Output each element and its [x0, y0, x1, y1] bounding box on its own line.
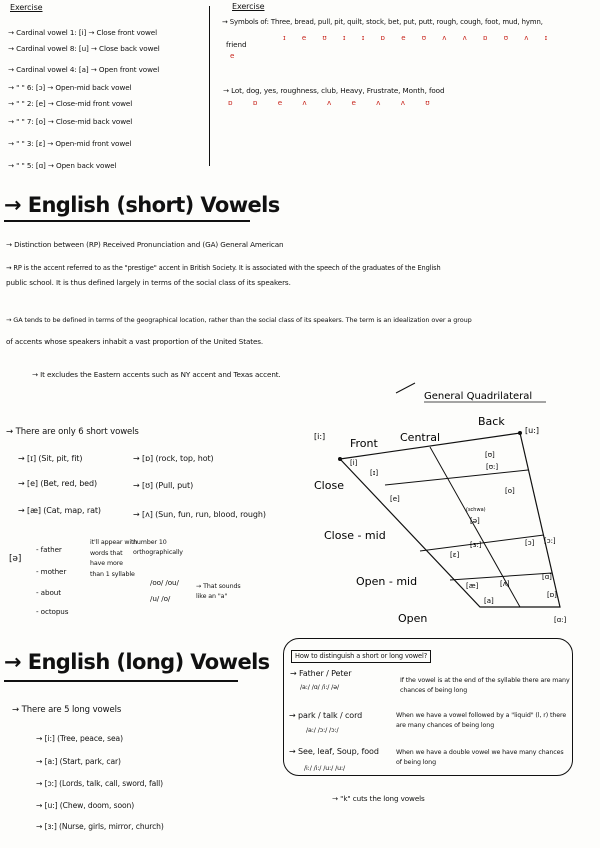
short-vowel-6: → [ʌ] (Sun, fun, run, blood, rough): [133, 510, 266, 519]
sounds-note: → That sounds like an "a": [196, 583, 241, 601]
quad-u-long: [u:]: [525, 426, 540, 435]
quad-e: [e]: [390, 495, 400, 503]
vowel-quadrilateral: [300, 375, 600, 635]
rp-description-2: public school. It is thus defined largely in terms of the social class of its speakers.: [6, 278, 291, 287]
exercise-left-row: → Cardinal vowel 1: [i] → Close front vowel: [8, 28, 157, 37]
box-row2-ipa: /a:/ /ɔ:/ /ɔ:/: [306, 727, 339, 734]
short-heading-underline: [4, 220, 250, 222]
exercise-right-line2-ipa: e: [230, 51, 235, 60]
quad-central: Central: [400, 431, 441, 444]
schwa-word-1: - father: [36, 545, 62, 554]
schwa-note: it'll appear with words that have more than 1 syllable: [90, 539, 138, 579]
quad-o: [o]: [505, 487, 515, 495]
box-row3-ipa: /i:/ /i:/ /u:/ /u:/: [304, 765, 346, 772]
rp-ga-distinction: → Distinction between (RP) Received Pronunciation and (GA) General American: [6, 240, 284, 249]
short-vowel-2: → [e] (Bet, red, bed): [18, 479, 98, 488]
quad-back: Back: [478, 415, 505, 428]
long-vowel-1: → [i:] (Tree, peace, sea): [36, 734, 123, 743]
exercise-left-row: → " " 5: [ɑ] → Open back vowel: [8, 161, 117, 170]
box-row1-note: If the vowel is at the end of the syllable there are many chances of being long: [400, 677, 570, 695]
rp-description-1: → RP is the accent referred to as the "prestige" accent in British Society. It is associated with the speech of the graduates of the English: [6, 264, 441, 272]
box-row2-note: When we have a vowel followed by a "liquid" (l, r) there are many chances of being long: [396, 712, 567, 730]
k-note: → "k" cuts the long vowels: [332, 794, 425, 803]
short-vowel-3: → [æ] (Cat, map, rat): [18, 506, 101, 515]
number-note: number 10 orthographically: [133, 539, 183, 557]
exercise-left-row: → " " 6: [ɔ] → Open-mid back vowel: [8, 83, 132, 92]
short-vowels-heading: → English (short) Vowels: [4, 193, 280, 217]
quad-a: [a]: [484, 597, 494, 605]
quad-o-long: [ɔ:]: [544, 537, 556, 545]
exercise-right-title: Exercise: [232, 2, 265, 11]
exercise-left-row: → " " 3: [ɛ] → Open-mid front vowel: [8, 139, 132, 148]
long-vowel-5: → [ɜ:] (Nurse, girls, mirror, church): [36, 822, 164, 831]
short-vowel-4: → [ɒ] (rock, top, hot): [133, 454, 214, 463]
quad-er: [ɜ:]: [470, 541, 482, 549]
quad-close: Close: [314, 479, 344, 492]
exercise-left-row: → Cardinal vowel 4: [a] → Open front vowel: [8, 65, 160, 74]
ga-description-1: → GA tends to be defined in terms of the geographical location, rather than the social class of its speakers. The term is an idealization over a group: [6, 316, 472, 324]
quad-eps: [ɛ]: [450, 551, 460, 559]
ga-exclusion-note: → It excludes the Eastern accents such as NY accent and Texas accent.: [32, 370, 281, 379]
long-heading-underline: [4, 680, 238, 682]
exercise-left-row: → " " 2: [e] → Close-mid front vowel: [8, 99, 133, 108]
box-row3-words: → See, leaf, Soup, food: [289, 747, 379, 756]
quad-u-short-long: [ʊ:]: [486, 463, 499, 471]
quad-schwa: [ə]: [470, 517, 480, 525]
quad-ae: [æ]: [466, 582, 479, 590]
exercise-left-row: → Cardinal vowel 8: [u] → Close back vowel: [8, 44, 160, 53]
quad-title: General Quadrilateral: [424, 391, 533, 402]
quad-oo: [ɔ]: [525, 539, 535, 547]
quad-front: Front: [350, 437, 378, 450]
long-vowel-3: → [ɔ:] (Lords, talk, call, sword, fall): [36, 779, 164, 788]
long-vowel-2: → [a:] (Start, park, car): [36, 757, 121, 766]
quad-a-back: [ɑ]: [542, 573, 552, 581]
quad-lambda: [ʌ]: [500, 580, 510, 588]
exercise-right-line1-ipa: ɪ e ʊ ɪ ɪ ɒ e ʊ ʌ ʌ ɒ ʊ ʌ ɪ: [283, 34, 555, 42]
short-vowel-5: → [ʊ] (Pull, put): [133, 481, 194, 490]
box-row1-words: → Father / Peter: [290, 669, 352, 678]
ga-description-2: of accents whose speakers inhabit a vast proportion of the United States.: [6, 337, 264, 346]
box-title: How to distinguish a short or long vowel?: [291, 650, 431, 663]
quad-open-mid: Open - mid: [356, 575, 418, 588]
long-vowel-4: → [u:] (Chew, doom, soon): [36, 801, 135, 810]
quad-open: Open: [398, 612, 428, 625]
quad-o-short: [ɒ]: [547, 591, 557, 599]
oo-note-2: /u/ /o/: [150, 594, 171, 603]
schwa-word-4: - octopus: [36, 607, 69, 616]
box-row1-ipa: /a:/ /ɑ/ /i:/ /ə/: [300, 684, 339, 691]
schwa-symbol: [ə]: [9, 554, 22, 564]
schwa-word-2: - mother: [36, 567, 67, 576]
box-row3-note: When we have a double vowel we have many chances of being long: [396, 749, 564, 767]
quad-i: [i]: [350, 459, 358, 467]
exercise-right-line3: → Lot, dog, yes, roughness, club, Heavy, Frustrate, Month, food: [223, 86, 445, 95]
quad-i-long: [i:]: [314, 432, 326, 441]
quad-close-mid: Close - mid: [324, 529, 386, 542]
long-vowels-intro: → There are 5 long vowels: [12, 705, 122, 715]
box-row2-words: → park / talk / cord: [289, 711, 363, 720]
exercise-right-line1: → Symbols of: Three, bread, pull, pit, quilt, stock, bet, put, putt, rough, cough, foot, mud, hymn,: [222, 18, 543, 26]
exercise-right-line2: friend: [226, 40, 247, 49]
exercise-left-row: → " " 7: [o] → Close-mid back vowel: [8, 117, 133, 126]
exercise-right-line3-ipa: ɒ ɒ e ʌ ʌ e ʌ ʌ ʊ: [228, 98, 439, 107]
exercise-divider: [209, 6, 210, 166]
long-vowels-heading: → English (long) Vowels: [4, 650, 270, 674]
oo-note-1: /oo/ /ou/: [150, 578, 179, 587]
schwa-word-3: - about: [36, 588, 61, 597]
exercise-left-title: Exercise: [10, 3, 43, 12]
quad-a-long: [ɑ:]: [554, 616, 567, 624]
quad-i-short: [ɪ]: [370, 469, 379, 477]
six-short-vowels: → There are only 6 short vowels: [6, 427, 139, 437]
quad-u-short: [ʊ]: [485, 451, 495, 459]
quad-schwa-note: (schwa): [466, 507, 486, 513]
short-vowel-1: → [ɪ] (Sit, pit, fit): [18, 454, 83, 463]
